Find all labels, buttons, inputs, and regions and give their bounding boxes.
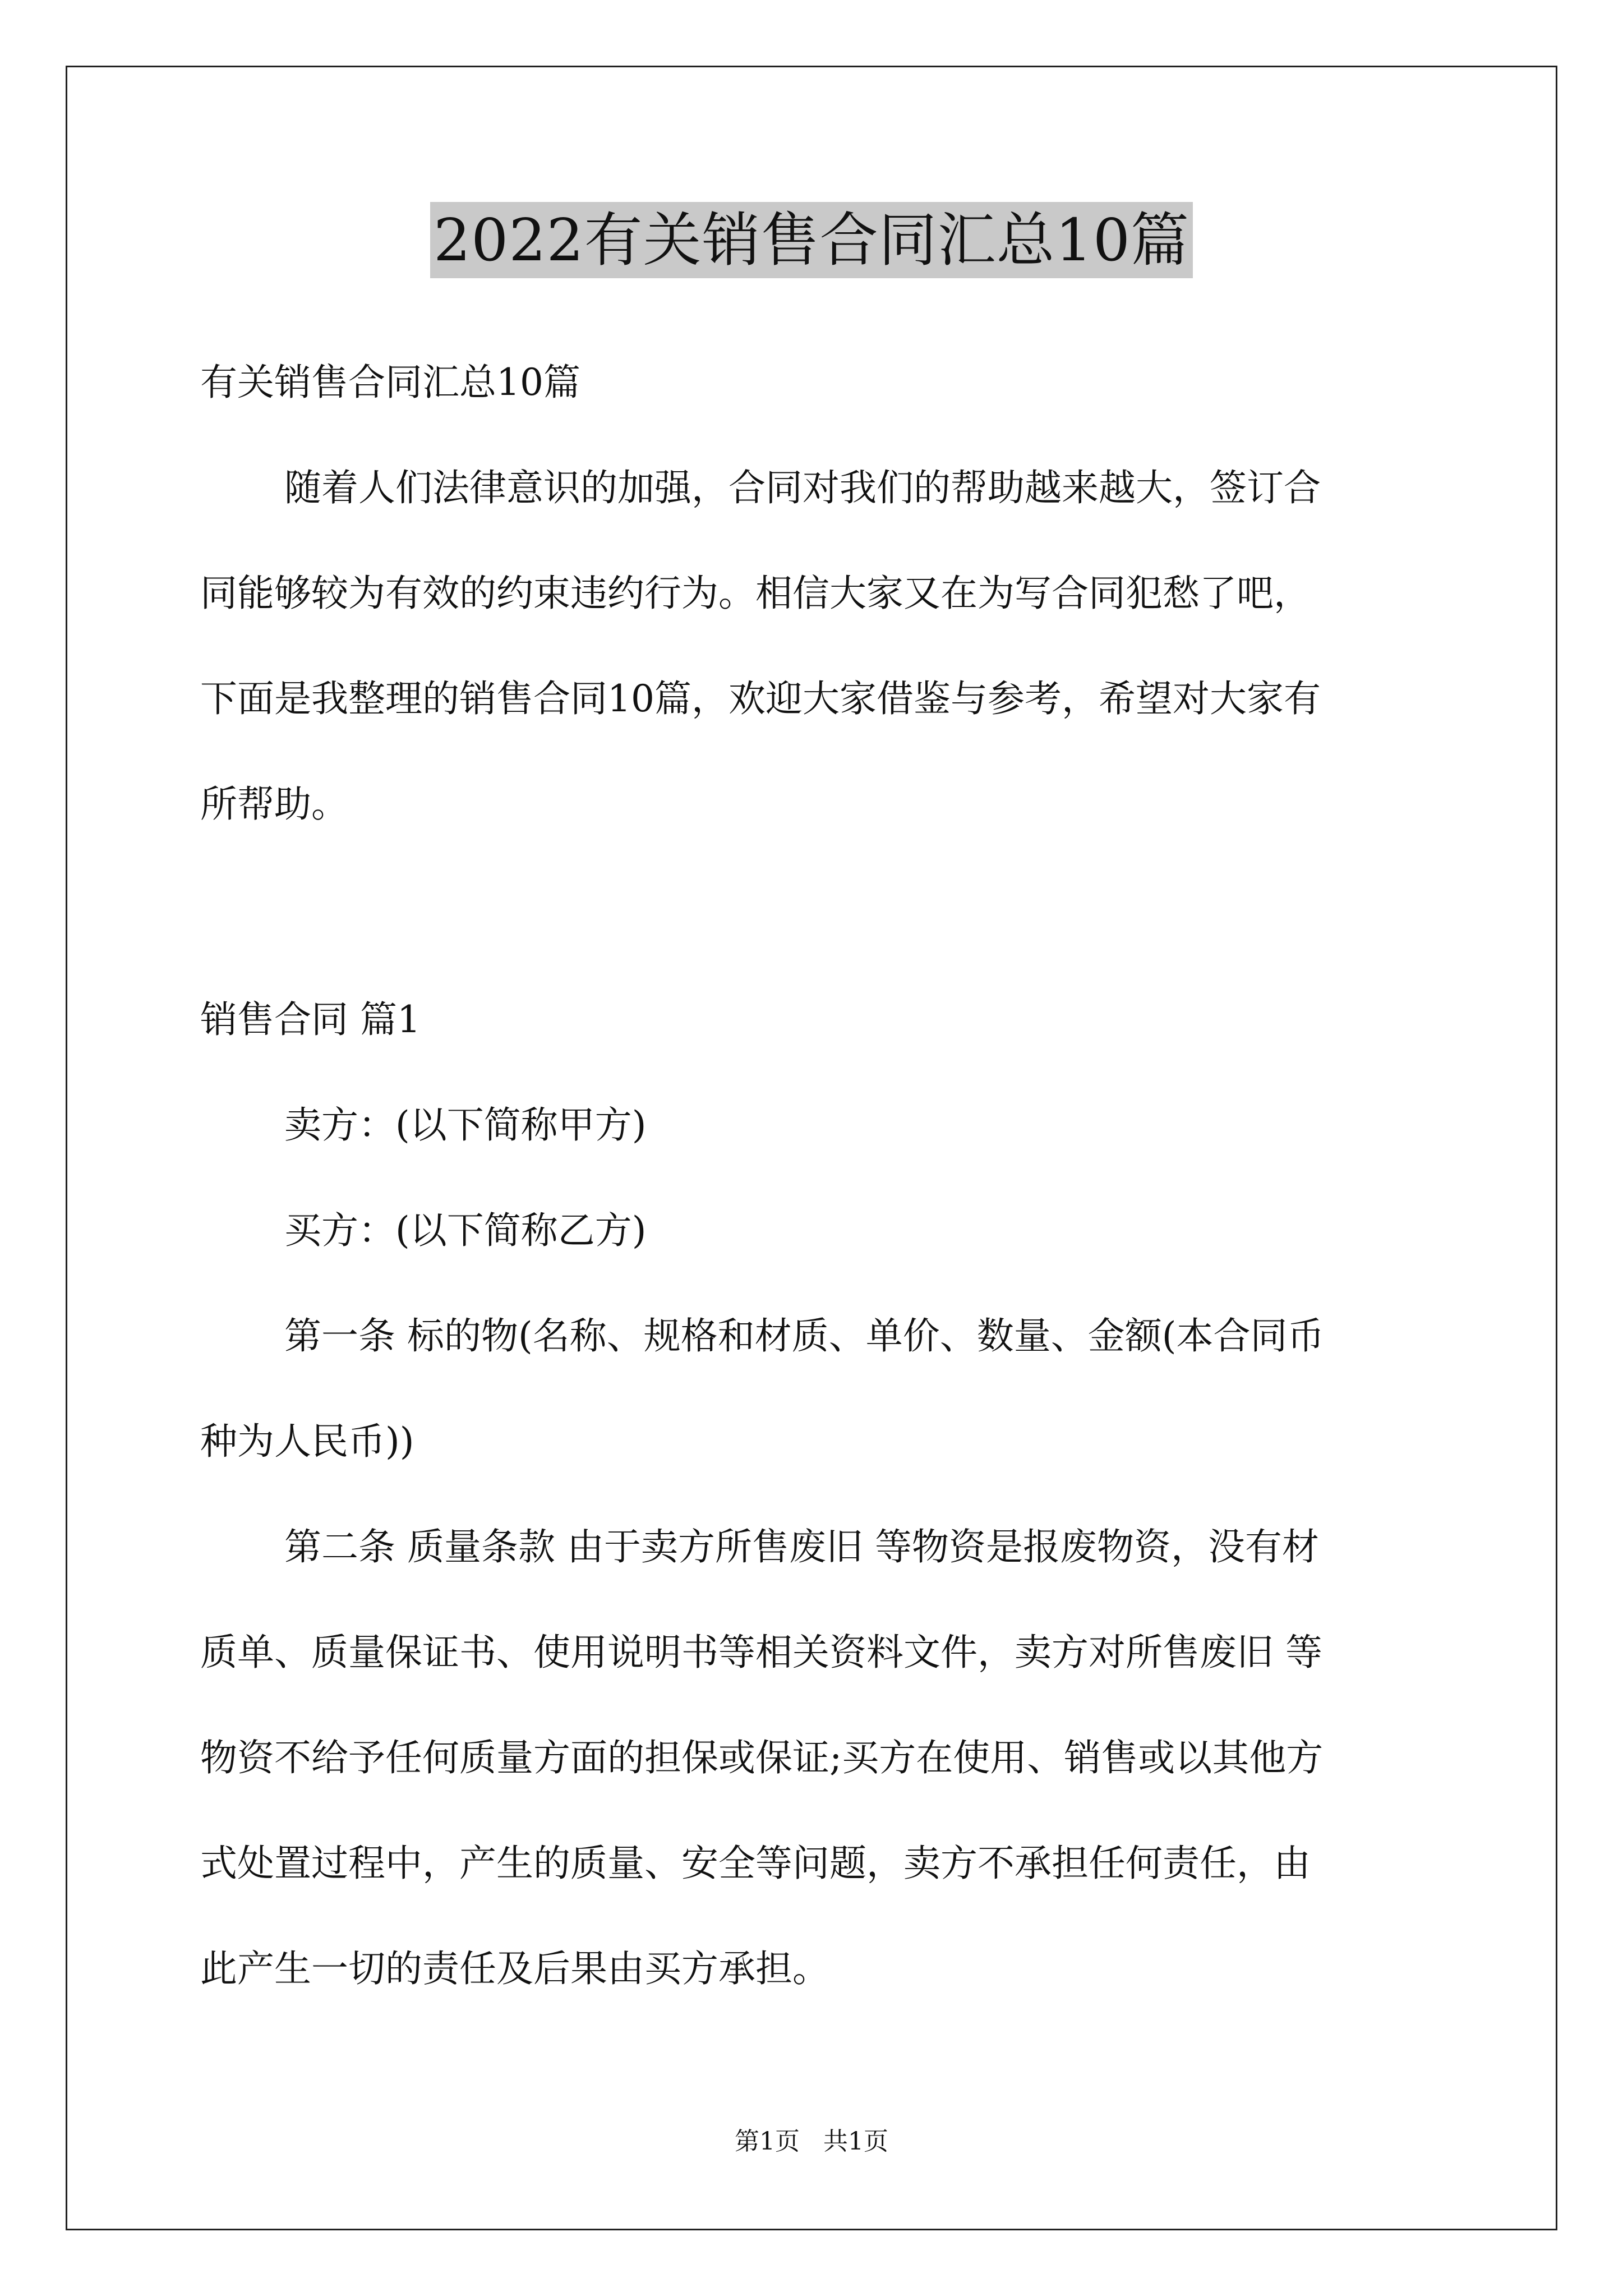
page-footer: 第1页 共1页	[735, 2127, 888, 2156]
intro-line: 同能够较为有效的约束违约行为。相信大家又在为写合同犯愁了吧，	[200, 572, 1311, 615]
section-heading: 销售合同 篇1	[200, 998, 421, 1041]
buyer-line: 买方：(以下简称乙方)	[284, 1209, 647, 1252]
document-subtitle: 有关销售合同汇总10篇	[200, 361, 580, 404]
article-line: 物资不给予任何质量方面的担保或保证;买方在使用、销售或以其他方	[200, 1736, 1324, 1779]
document-title: 2022有关销售合同汇总10篇	[430, 202, 1193, 278]
article-line: 式处置过程中，产生的质量、安全等问题，卖方不承担任何责任，由	[200, 1842, 1311, 1885]
article-line: 此产生一切的责任及后果由买方承担。	[200, 1947, 829, 1990]
intro-line: 所帮助。	[200, 783, 348, 826]
article-line: 种为人民币))	[200, 1420, 414, 1463]
article-line: 第二条 质量条款 由于卖方所售废旧 等物资是报废物资，没有材	[284, 1525, 1319, 1568]
seller-line: 卖方：(以下简称甲方)	[284, 1103, 647, 1147]
intro-line: 随着人们法律意识的加强，合同对我们的帮助越来越大，签订合	[284, 466, 1321, 509]
article-line: 质单、质量保证书、使用说明书等相关资料文件，卖方对所售废旧 等	[200, 1631, 1322, 1674]
title-container	[0, 202, 1623, 278]
article-line: 第一条 标的物(名称、规格和材质、单价、数量、金额(本合同币	[284, 1314, 1325, 1358]
intro-line: 下面是我整理的销售合同10篇，欢迎大家借鉴与参考，希望对大家有	[200, 677, 1321, 720]
